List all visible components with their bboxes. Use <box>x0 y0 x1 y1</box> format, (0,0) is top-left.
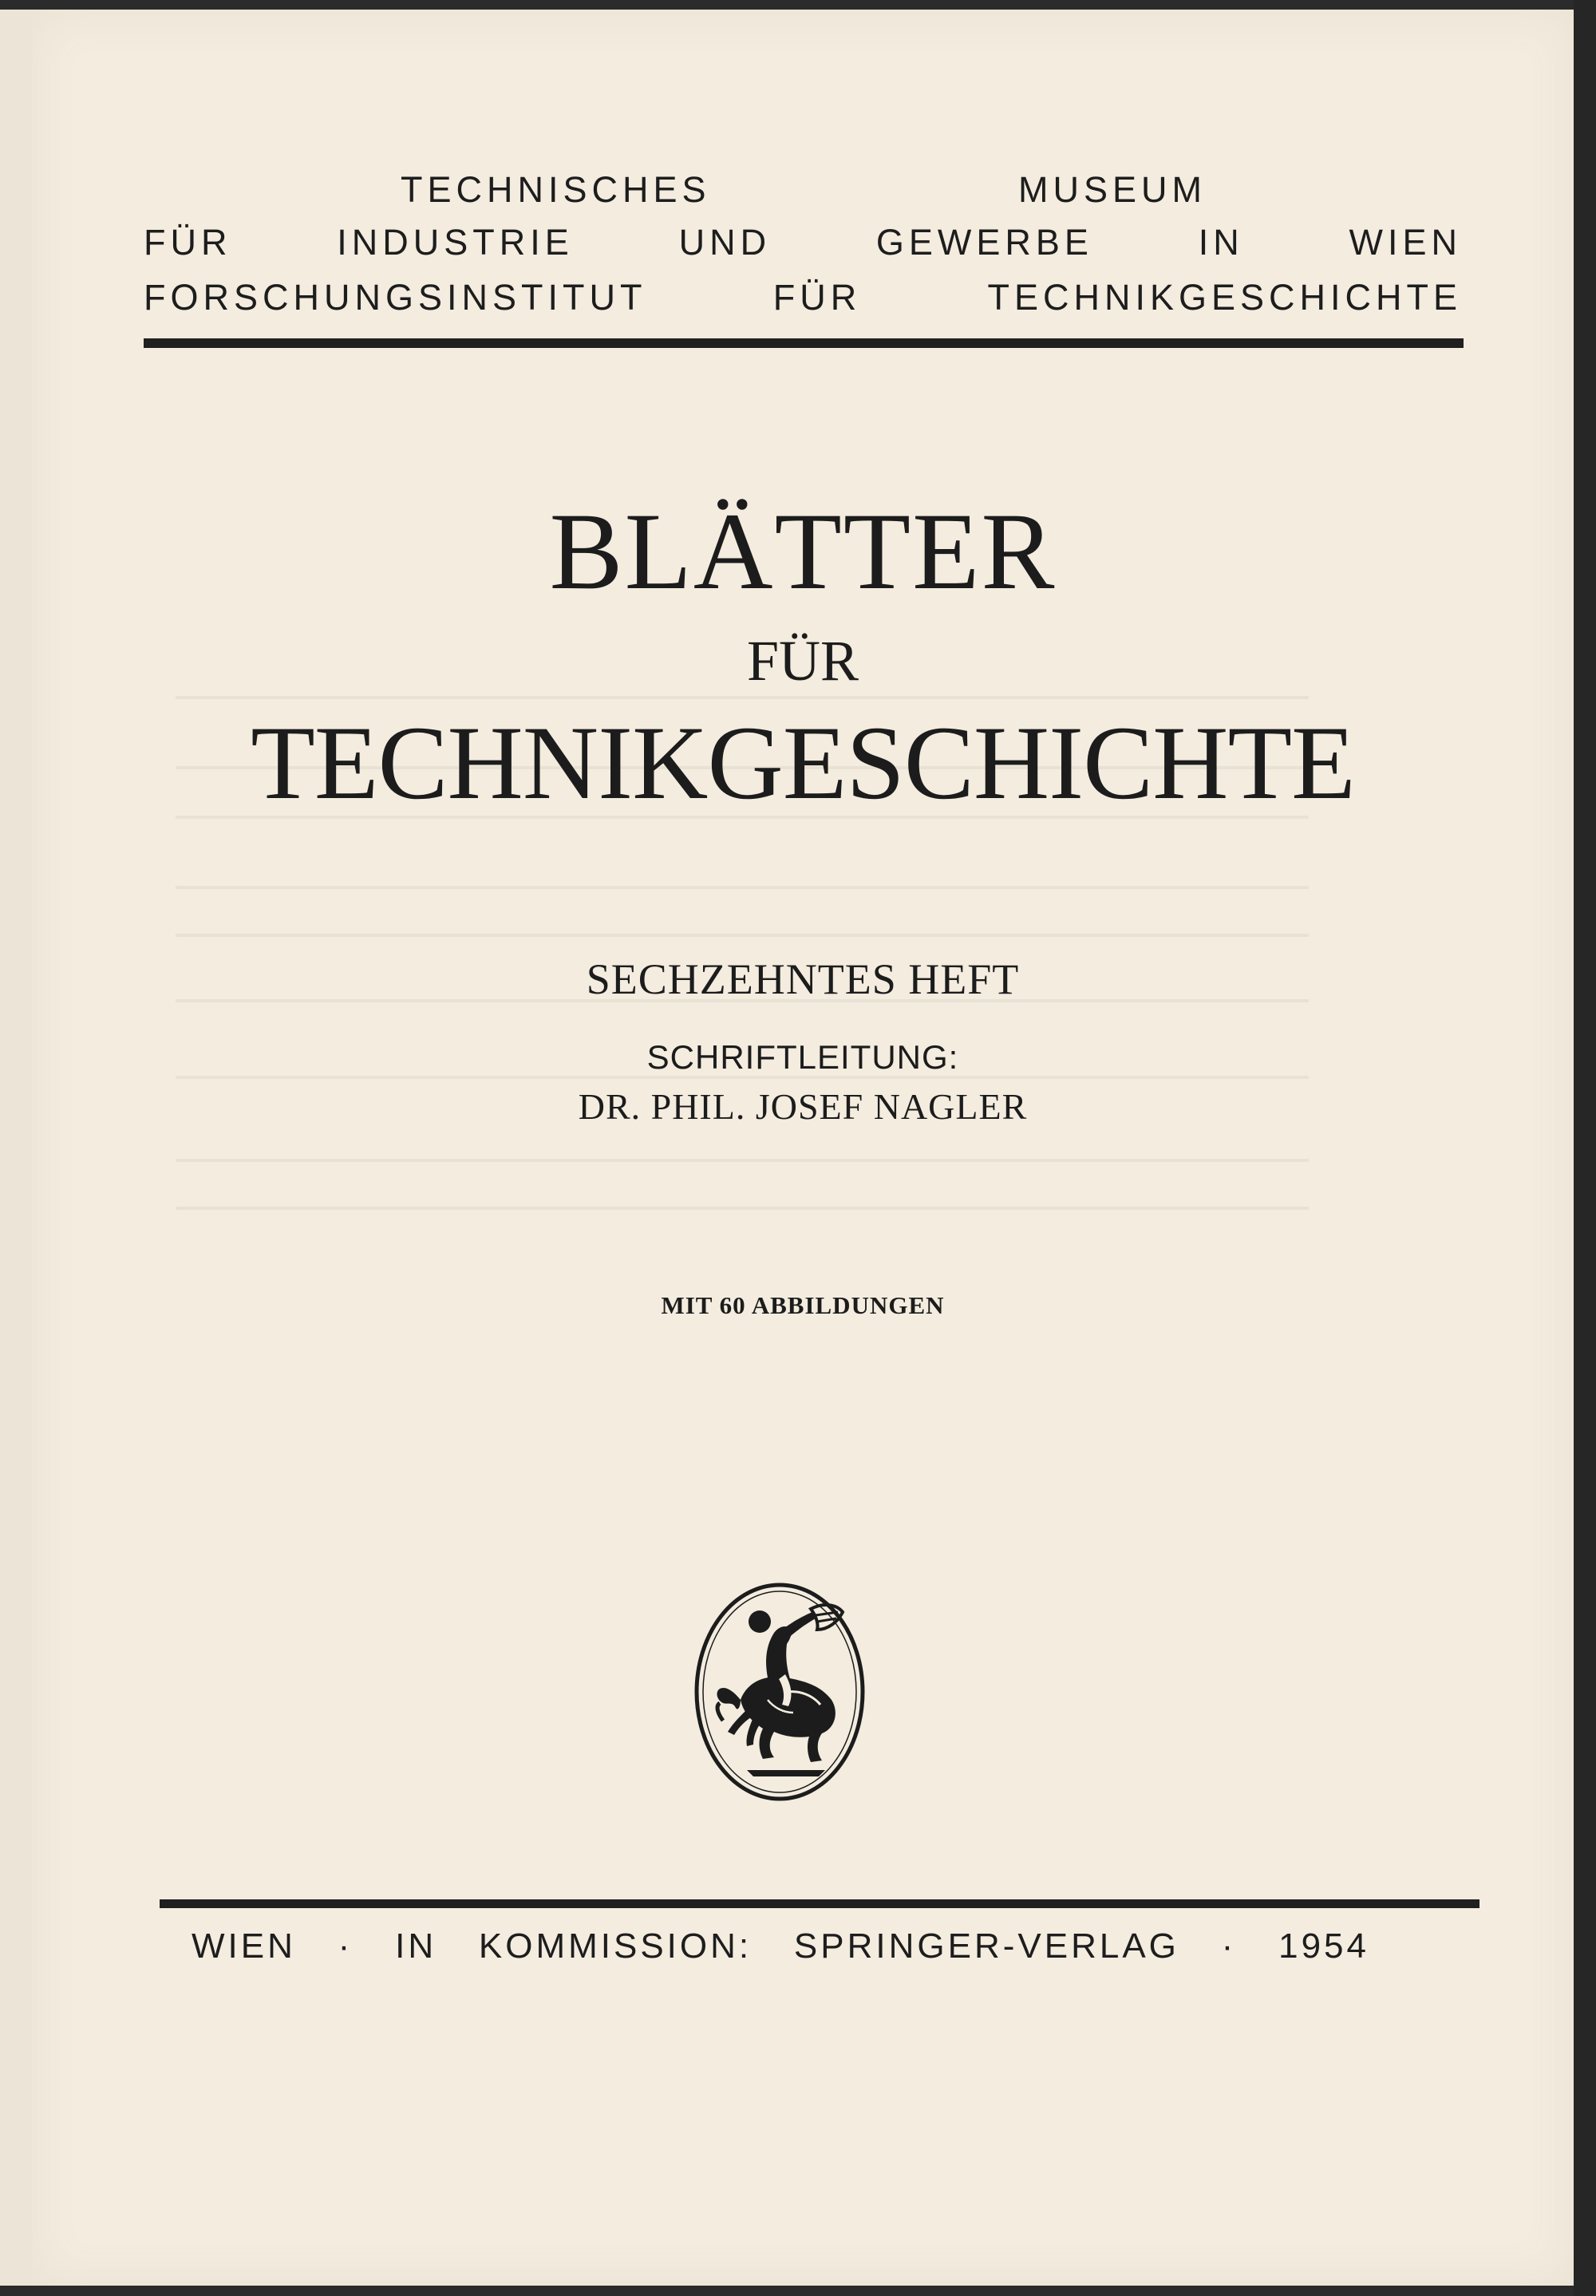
title-line-technikgeschichte: TECHNIKGESCHICHTE <box>251 704 1355 821</box>
publisher-imprint: WIEN · IN KOMMISSION: SPRINGER-VERLAG · 1954 <box>192 1927 1369 1966</box>
header-industry: FÜR INDUSTRIE UND GEWERBE IN WIEN <box>144 222 1462 263</box>
editorship-label: SCHRIFTLEITUNG: <box>646 1038 959 1076</box>
show-through-line <box>176 696 1309 699</box>
show-through-line <box>176 1207 1309 1210</box>
title-line-blatter: BLÄTTER <box>549 490 1057 612</box>
illustrations-count: MIT 60 ABBILDUNGEN <box>661 1291 945 1319</box>
header-museum: TECHNISCHES MUSEUM <box>401 169 1207 210</box>
show-through-line <box>176 1076 1309 1079</box>
title-page <box>32 10 1574 2286</box>
header-institute: FORSCHUNGSINSTITUT FÜR TECHNIKGESCHICHTE <box>144 277 1462 318</box>
show-through-line <box>176 886 1309 889</box>
editor-name: DR. PHIL. JOSEF NAGLER <box>578 1086 1028 1127</box>
show-through-line <box>176 1159 1309 1162</box>
page-edge-left <box>0 10 34 2286</box>
page-edge-right <box>1574 0 1596 2296</box>
publisher-logo-icon <box>691 1580 868 1804</box>
show-through-line <box>176 934 1309 937</box>
bottom-divider <box>160 1899 1479 1908</box>
top-divider <box>144 338 1464 348</box>
issue-number: SECHZEHNTES HEFT <box>586 955 1020 1003</box>
title-line-fur: FÜR <box>746 629 859 693</box>
